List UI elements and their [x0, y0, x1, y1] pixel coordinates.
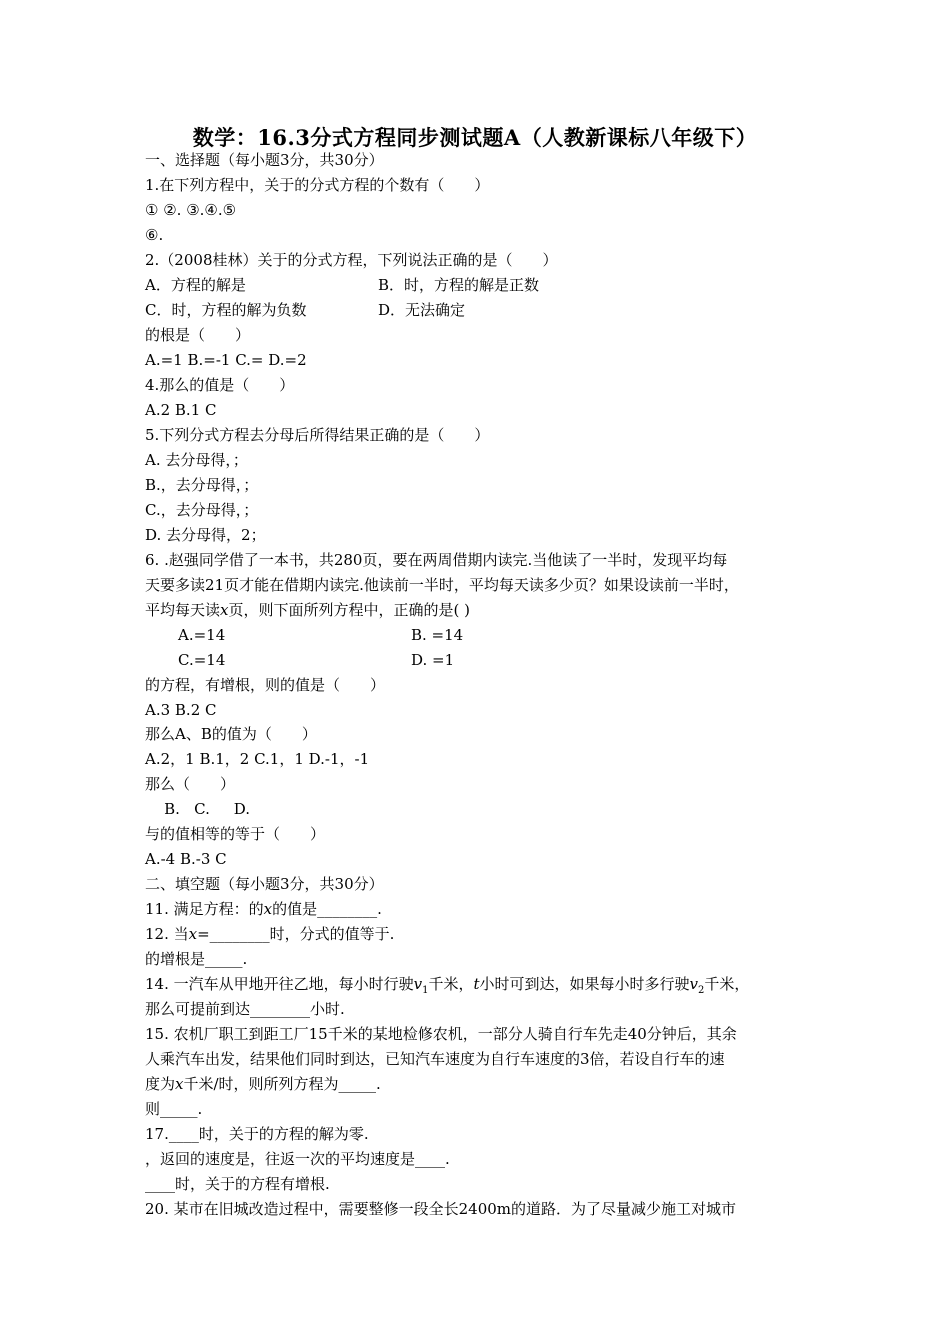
- answer-blank: ________: [317, 900, 378, 918]
- answer-blank: ____: [168, 1125, 199, 1143]
- question-17: 17.____时，关于的方程的解为零.: [145, 1125, 369, 1143]
- answer-blank: ________: [250, 1000, 311, 1018]
- question-10-options: A.-4 B.-3 C: [145, 850, 227, 868]
- question-3-options: A.=1 B.=-1 C.= D.=2: [145, 351, 307, 369]
- question-3: 的根是（ ）: [145, 326, 251, 344]
- question-5: 5.下列分式方程去分母后所得结果正确的是（ ）: [145, 426, 490, 444]
- question-10: 与的值相等的等于（ ）: [145, 825, 326, 843]
- option-b: B. =14: [411, 626, 464, 644]
- question-9: 那么（ ）: [145, 775, 236, 793]
- question-18: ，返回的速度是，往返一次的平均速度是____.: [145, 1150, 450, 1168]
- question-20: 20. 某市在旧城改造过程中，需要整修一段全长2400m的道路．为了尽量减少施工对城市: [145, 1200, 737, 1218]
- question-12: 12. 当x=________时，分式的值等于.: [145, 925, 395, 943]
- question-6-options-row1: [178, 625, 778, 645]
- question-5-option-b: B.，去分母得，；: [145, 476, 259, 494]
- section-heading-fill: 二、填空题（每小题3分，共30分）: [145, 875, 384, 893]
- answer-blank: _____: [160, 1100, 198, 1118]
- question-1: 1.在下列方程中，关于的分式方程的个数有（ ）: [145, 176, 490, 194]
- option-b: B．时，方程的解是正数: [378, 276, 540, 294]
- answer-blank: ________: [209, 925, 270, 943]
- question-6-line-1: 6. .赵强同学借了一本书，共280页，要在两周借期内读完.当他读了一半时，发现平均每: [145, 551, 728, 569]
- question-1-options-cont: ⑥.: [145, 226, 164, 244]
- question-2: 2.（2008桂林）关于的分式方程，下列说法正确的是（ ）: [145, 251, 558, 269]
- option-d: D．无法确定: [378, 301, 466, 319]
- question-14-line-1: 14. 一汽车从甲地开往乙地，每小时行驶$v_1$千米，t小时可到达，如果每小时多行驶$v_2$千米，: [145, 975, 750, 996]
- question-8: 那么A、B的值为（ ）: [145, 725, 317, 743]
- option-a: A．方程的解是: [145, 276, 246, 294]
- question-2-options-row1: [145, 275, 845, 295]
- question-11: 11. 满足方程：的x的值是________.: [145, 900, 382, 918]
- question-6-line-2: 天要多读21页才能在借期内读完.他读前一半时，平均每天读多少页？如果设读前一半时，: [145, 576, 739, 594]
- option-a: A.=14: [178, 626, 226, 644]
- question-2-options-row2: [145, 300, 845, 320]
- question-16: 则_____.: [145, 1100, 203, 1118]
- question-1-options: ① ②. ③.④.⑤: [145, 201, 237, 219]
- section-heading-choice: 一、选择题（每小题3分，共30分）: [145, 151, 384, 169]
- option-d: D. =1: [411, 651, 455, 669]
- question-6-options-row2: [178, 650, 778, 670]
- answer-blank: ____: [145, 1175, 175, 1193]
- answer-blank: ____: [415, 1150, 446, 1168]
- page-title: 数学：16.3分式方程同步测试题A（人教新课标八年级下）: [192, 125, 758, 150]
- question-14-line-2: 那么可提前到达________小时.: [145, 1000, 345, 1018]
- answer-blank: _____: [205, 950, 243, 968]
- question-5-option-d: D. 去分母得，2；: [145, 526, 266, 544]
- option-c: C.=14: [178, 651, 226, 669]
- question-5-option-a: A. 去分母得，；: [145, 451, 248, 469]
- question-7-options: A.3 B.2 C: [145, 701, 217, 719]
- question-5-option-c: C.，去分母得，；: [145, 501, 259, 519]
- question-4-options: A.2 B.1 C: [145, 401, 217, 419]
- question-15-line-2: 人乘汽车出发，结果他们同时到达，已知汽车速度为自行车速度的3倍，若设自行车的速: [145, 1050, 725, 1068]
- question-15-line-1: 15. 农机厂职工到距工厂15千米的某地检修农机，一部分人骑自行车先走40分钟后，其余: [145, 1025, 737, 1043]
- question-8-options: A.2，1 B.1，2 C.1，1 D.-1，-1: [145, 750, 370, 768]
- option-c: C．时，方程的解为负数: [145, 301, 307, 319]
- question-13: 的增根是_____.: [145, 950, 248, 968]
- question-7: 的方程，有增根，则的值是（ ）: [145, 676, 386, 694]
- question-4: 4.那么的值是（ ）: [145, 376, 295, 394]
- question-15-line-3: 度为x千米/时，则所列方程为_____.: [145, 1075, 381, 1093]
- question-9-options: B. C. D.: [145, 800, 250, 818]
- question-6-line-3: 平均每天读x页，则下面所列方程中，正确的是( ): [145, 601, 470, 619]
- answer-blank: _____: [338, 1075, 377, 1093]
- question-19: ____时，关于的方程有增根.: [145, 1175, 330, 1193]
